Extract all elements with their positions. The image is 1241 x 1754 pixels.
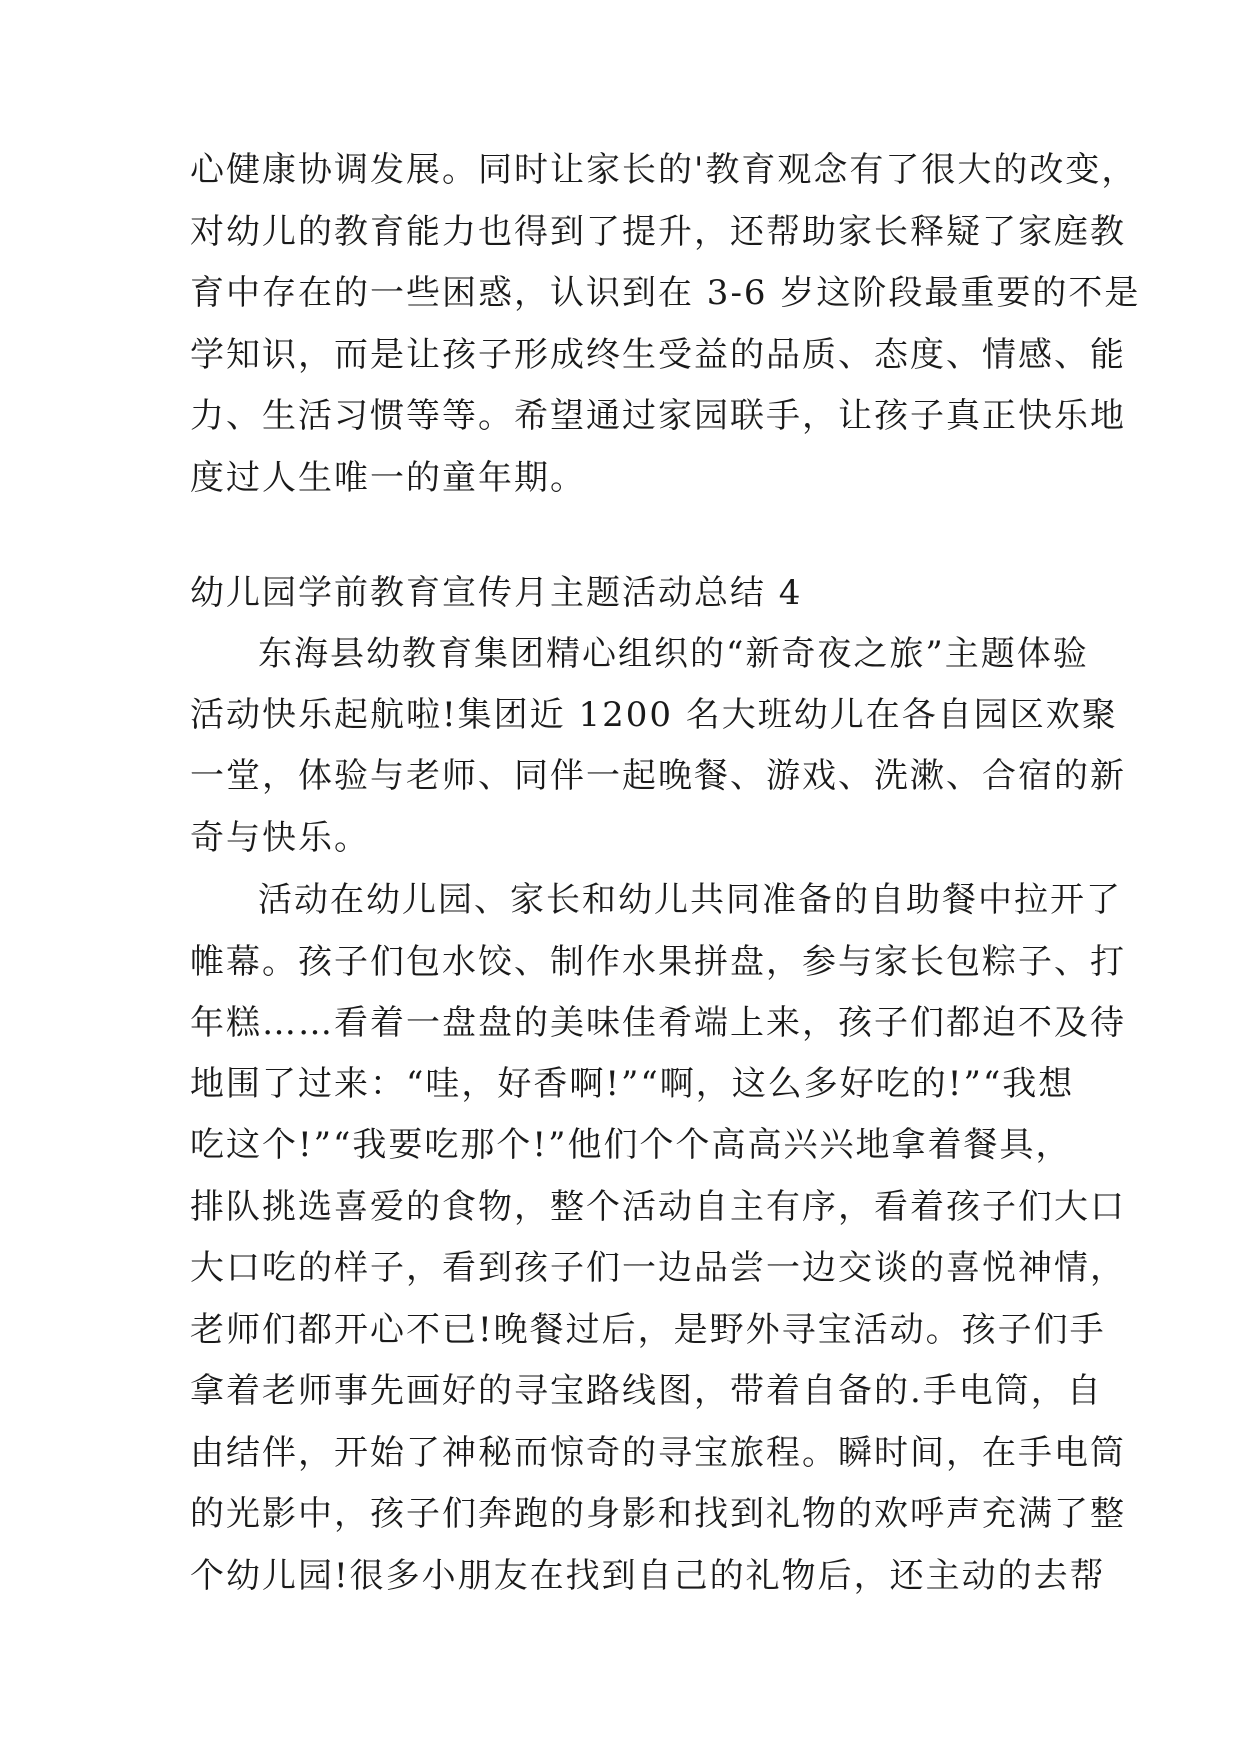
paragraph-3-line-1: 活动在幼儿园、家长和幼儿共同准备的自助餐中拉开了: [258, 880, 1122, 920]
paragraph-3-line-2: 帷幕。孩子们包水饺、制作水果拼盘，参与家长包粽子、打: [190, 942, 1126, 982]
paragraph-3-line-3: 年糕……看着一盘盘的美味佳肴端上来，孩子们都迫不及待: [190, 1003, 1126, 1043]
paragraph-1-line-5: 力、生活习惯等等。希望通过家园联手，让孩子真正快乐地: [190, 396, 1126, 436]
paragraph-3-line-9: 拿着老师事先画好的寻宝路线图，带着自备的.手电筒，自: [190, 1371, 1103, 1411]
paragraph-1-line-4: 学知识，而是让孩子形成终生受益的品质、态度、情感、能: [190, 335, 1126, 375]
paragraph-3-line-6: 排队挑选喜爱的食物，整个活动自主有序，看着孩子们大口: [190, 1187, 1126, 1227]
paragraph-1-line-1: 心健康协调发展。同时让家长的'教育观念有了很大的改变，: [190, 150, 1138, 190]
paragraph-3-line-7: 大口吃的样子，看到孩子们一边品尝一边交谈的喜悦神情，: [190, 1248, 1126, 1288]
paragraph-2-line-3: 一堂，体验与老师、同伴一起晚餐、游戏、洗漱、合宿的新: [190, 756, 1126, 796]
paragraph-3-line-8: 老师们都开心不已!晚餐过后，是野外寻宝活动。孩子们手: [190, 1310, 1106, 1350]
paragraph-3-line-5: 吃这个!”“我要吃那个!”他们个个高高兴兴地拿着餐具，: [190, 1125, 1072, 1165]
paragraph-3-line-4: 地围了过来：“哇，好香啊!”“啊，这么多好吃的!”“我想: [190, 1064, 1075, 1104]
paragraph-2-line-4: 奇与快乐。: [190, 818, 370, 858]
paragraph-3-line-11: 的光影中，孩子们奔跑的身影和找到礼物的欢呼声充满了整: [190, 1494, 1126, 1534]
paragraph-2-line-1: 东海县幼教育集团精心组织的“新奇夜之旅”主题体验: [258, 634, 1089, 674]
section-heading: 幼儿园学前教育宣传月主题活动总结 4: [190, 573, 803, 613]
paragraph-3-line-12: 个幼儿园!很多小朋友在找到自己的礼物后，还主动的去帮: [190, 1556, 1106, 1596]
paragraph-1-line-2: 对幼儿的教育能力也得到了提升，还帮助家长释疑了家庭教: [190, 212, 1126, 252]
paragraph-3-line-10: 由结伴，开始了神秘而惊奇的寻宝旅程。瞬时间，在手电筒: [190, 1433, 1126, 1473]
paragraph-1-line-3: 育中存在的一些困惑，认识到在 3-6 岁这阶段最重要的不是: [190, 273, 1141, 313]
paragraph-1-line-6: 度过人生唯一的童年期。: [190, 458, 586, 498]
paragraph-2-line-2: 活动快乐起航啦!集团近 1200 名大班幼儿在各自园区欢聚: [190, 695, 1118, 735]
